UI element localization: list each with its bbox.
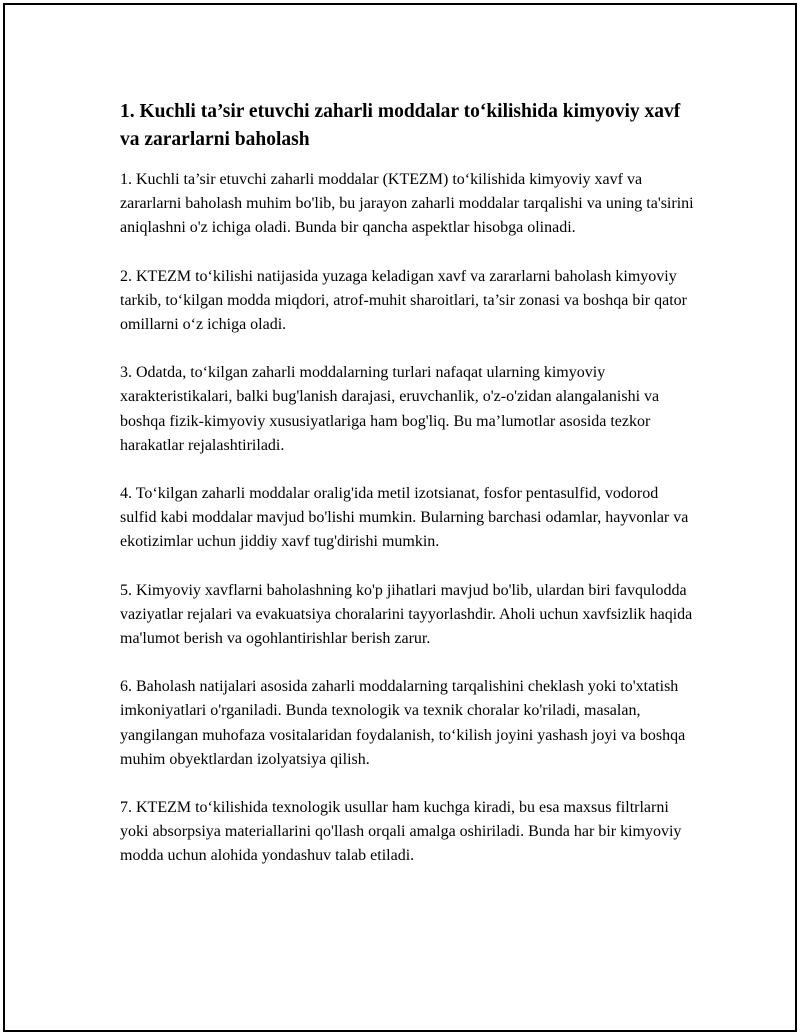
paragraph-3: 3. Odatda, to‘kilgan zaharli moddalarning turlari nafaqat ularning kimyoviy xarakteristikalari, balki bug'lanish darajasi, eruvchanlik, o'z-o'zidan alangalanishi va boshqa fizik-kimyoviy xususiyatlariga ham bog'liq. Bu ma’lumotlar asosida tezkor harakatlar rejalashtiriladi.: [120, 364, 660, 454]
page-frame: [3, 3, 797, 1032]
paragraph-4: 4. To‘kilgan zaharli moddalar oralig'ida metil izotsianat, fosfor pentasulfid, vodorod sulfid kabi moddalar mavjud bo'lishi mumkin. Bularning barchasi odamlar, hayvonlar va ekotizimlar uchun jiddiy xavf tug'dirishi mumkin.: [120, 485, 689, 551]
document-body: [120, 98, 695, 893]
document-title: 1. Kuchli ta’sir etuvchi zaharli moddalar to‘kilishida kimyoviy xavf va zararlarni baholash: [120, 101, 681, 150]
paragraph-5: 5. Kimyoviy xavflarni baholashning ko'p jihatlari mavjud bo'lib, ulardan biri favqulodda vaziyatlar rejalari va evakuatsiya choralarini tayyorlashdir. Aholi uchun xavfsizlik haqida ma'lumot berish va ogohlantirishlar berish zarur.: [120, 581, 693, 648]
paragraph-1: 1. Kuchli ta’sir etuvchi zaharli moddalar (KTEZM) to‘kilishida kimyoviy xavf va zararlarni baholash muhim bo'lib, bu jarayon zaharli moddalar tarqalishi va uning ta'sirini aniqlashni o'z ichiga oladi. Bunda bir qancha aspektlar hisobga olinadi.: [120, 171, 694, 237]
paragraph-2: 2. KTEZM to‘kilishi natijasida yuzaga keladigan xavf va zararlarni baholash kimyoviy tarkib, to‘kilgan modda miqdori, atrof-muhit sharoitlari, ta’sir zonasi va boshqa bir qator omillarni o‘z ichiga oladi.: [120, 267, 687, 334]
paragraph-7: 7. KTEZM to‘kilishida texnologik usullar ham kuchga kiradi, bu esa maxsus filtrlarni yoki absorpsiya materiallarini qo'llash orqali amalga oshiriladi. Bunda har bir kimyoviy modda uchun alohida yondashuv talab etiladi.: [120, 799, 682, 865]
paragraph-6: 6. Baholash natijalari asosida zaharli moddalarning tarqalishini cheklash yoki to'xtatish imkoniyatlari o'rganiladi. Bunda texnologik va texnik choralar ko'riladi, masalan, yangilangan muhofaza vositalaridan foydalanish, to‘kilish joyini yashash joyi va boshqa muhim obyektlardan izolyatsiya qilish.: [120, 678, 686, 768]
